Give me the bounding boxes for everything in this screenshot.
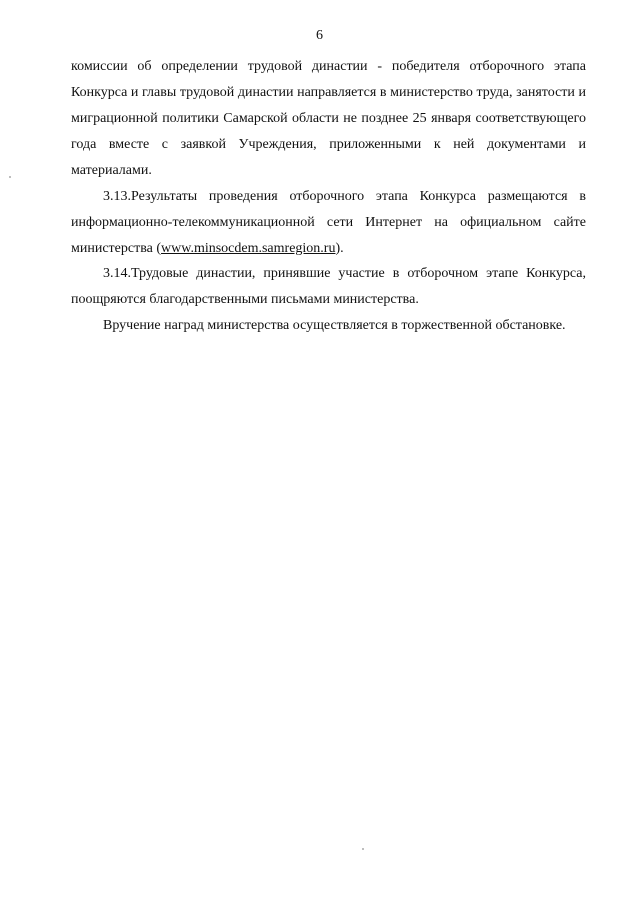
paragraph-3-13-text: 3.13.Результаты проведения отборочного этапа Конкурса размещаются в информационно-телекоммуникационной сети Интернет на официальном сайте министерства ( [71,189,586,256]
paragraph-3-13 [71,184,586,262]
paragraph-commission: комиссии об определении трудовой династии - победителя отборочного этапа Конкурса и главы трудовой династии направляется в министерство труда, занятости и миграционной политики Самарской области не позднее 25 января соответствующего года вместе с заявкой Учреждения, приложенными к ней документами и материалами. [71,59,586,178]
scan-speck [362,848,364,850]
scan-speck [9,176,11,178]
paragraph-3-13-tail: ). [335,241,344,256]
paragraph-3-14: 3.14.Трудовые династии, принявшие участие в отборочном этапе Конкурса, поощряются благодарственными письмами министерства. [71,266,586,307]
paragraph-awards: Вручение наград министерства осуществляется в торжественной обстановке. [103,318,566,333]
ministry-website-link[interactable]: www.minsocdem.samregion.ru [161,241,336,256]
page-number: 6 [316,28,323,43]
